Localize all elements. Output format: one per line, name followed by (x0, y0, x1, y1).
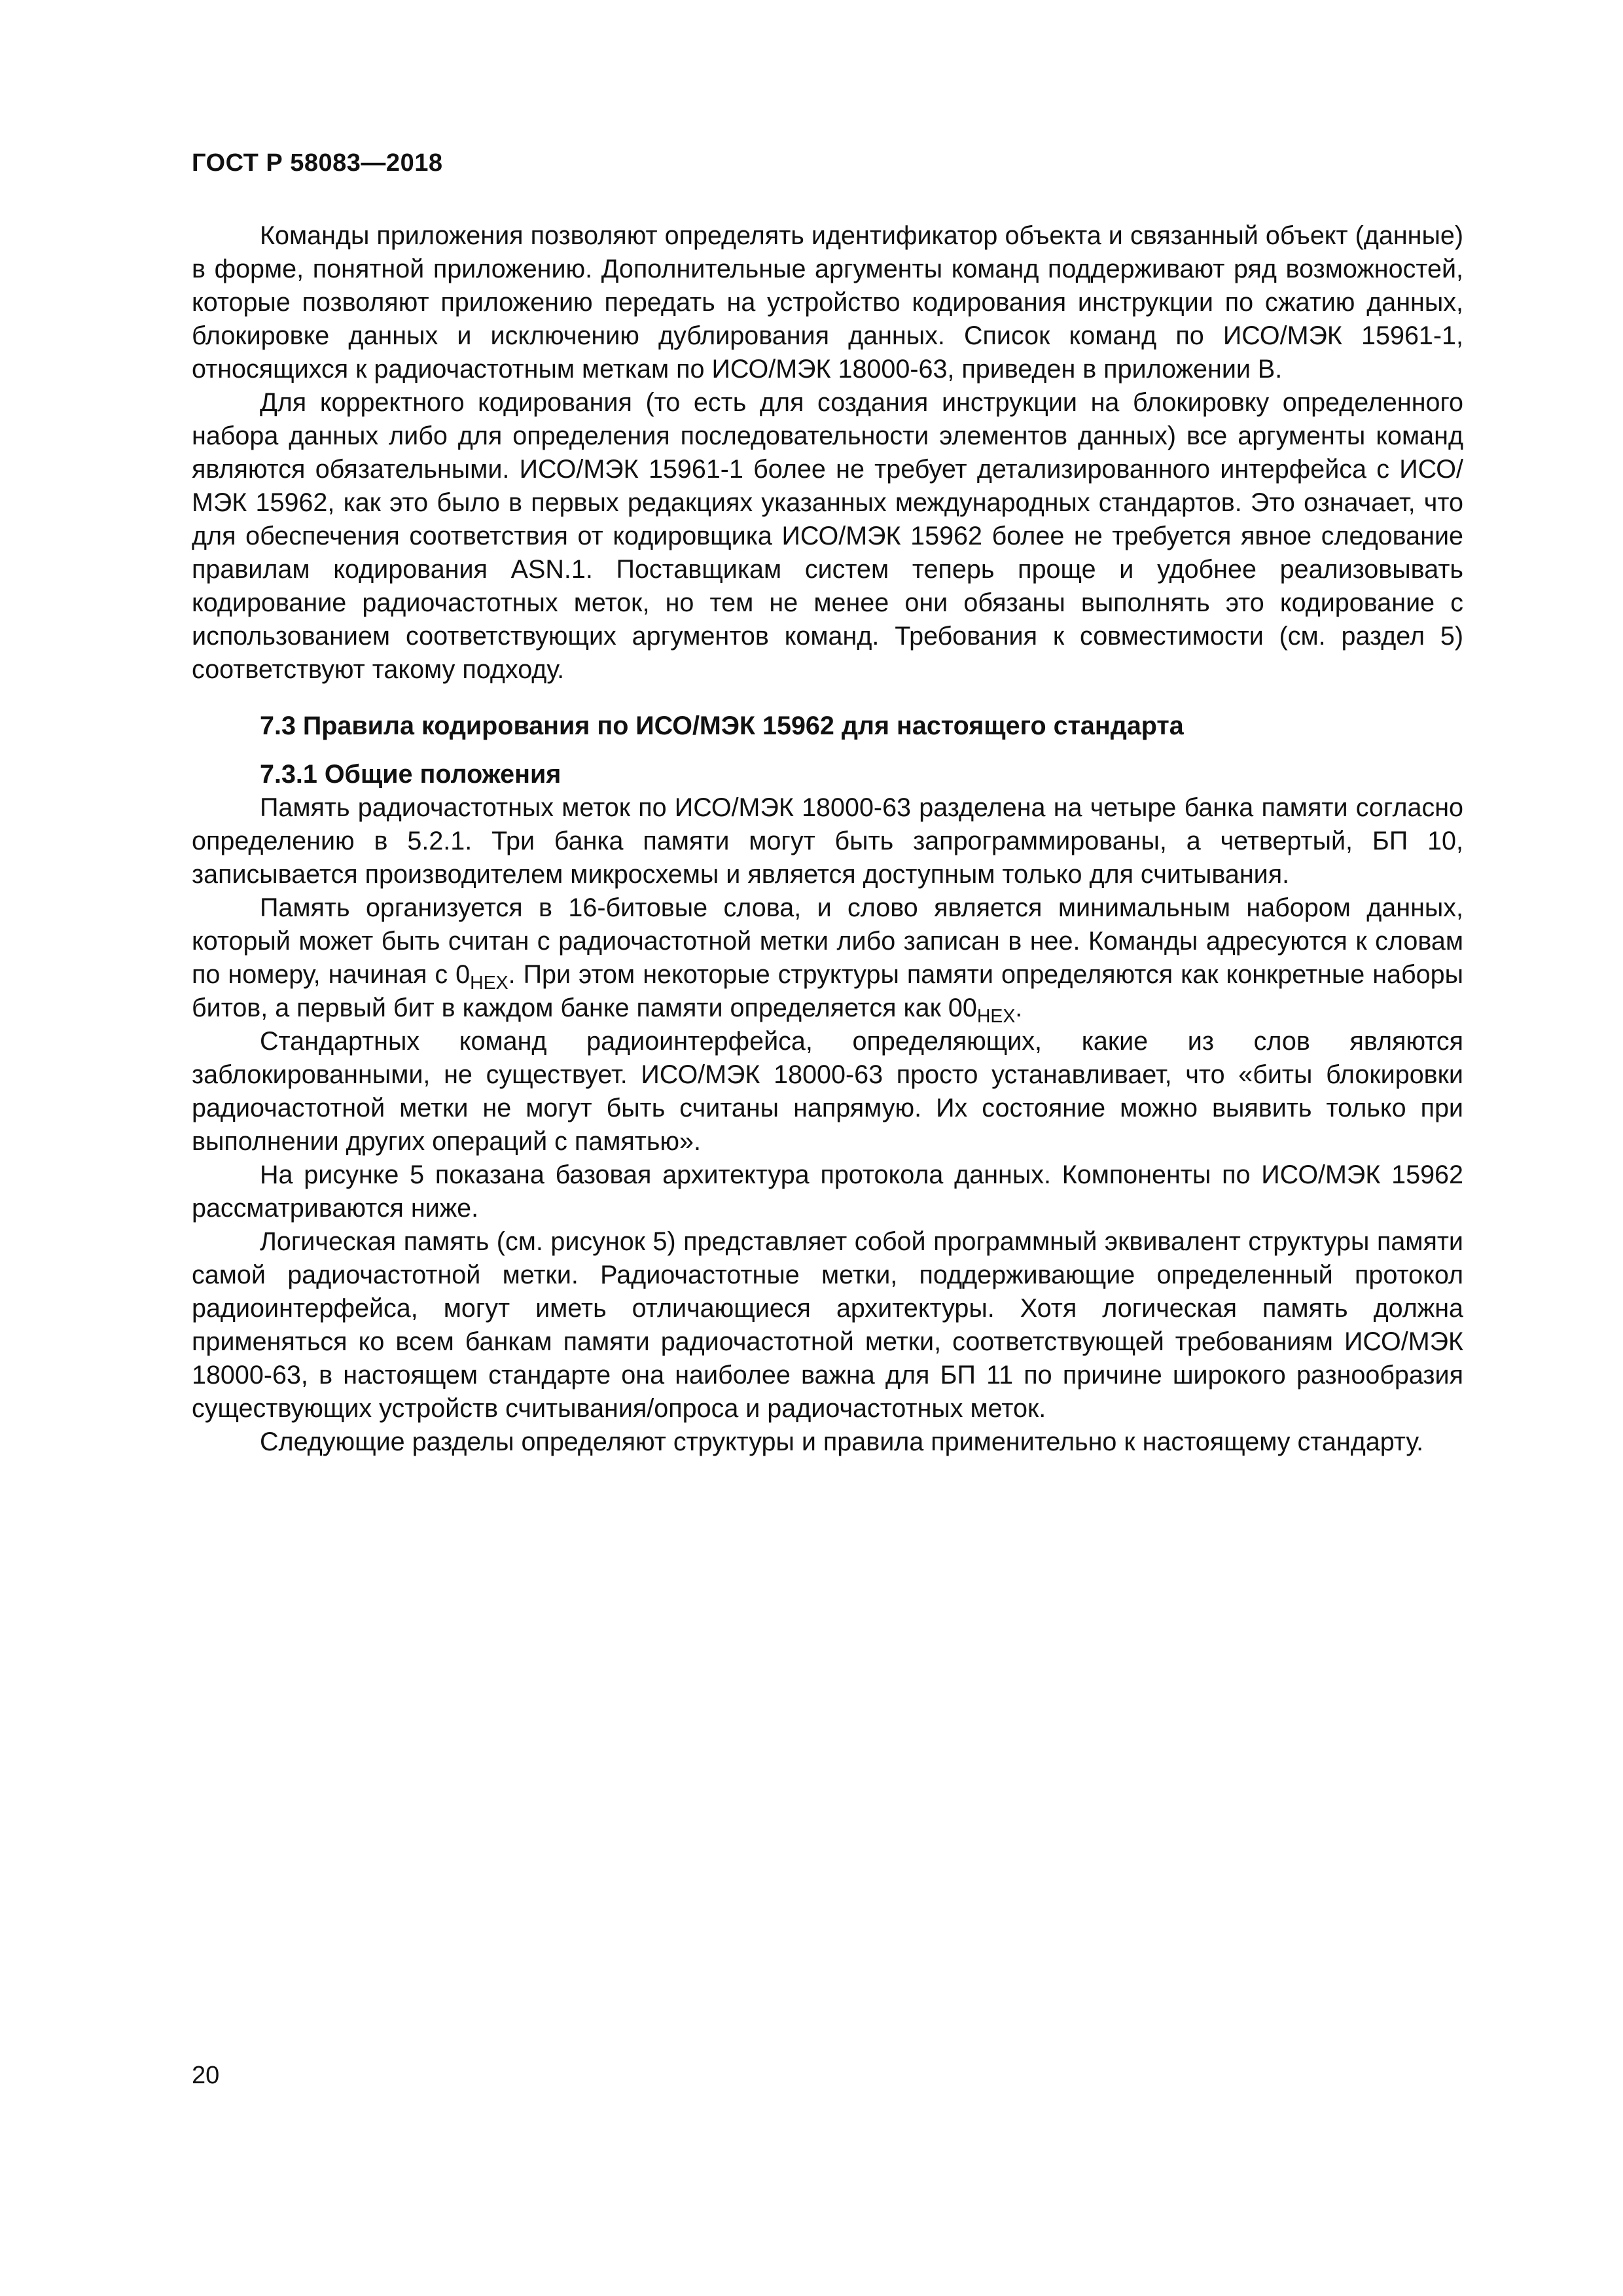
hex-subscript: HEX (470, 973, 508, 994)
page-number: 20 (192, 2062, 220, 2089)
section-heading: 7.3 Правила кодирования по ИСО/МЭК 15962 для настоящего стандарта (260, 711, 1184, 740)
paragraph-text: . (1015, 994, 1023, 1022)
paragraph-text: Память организуется в 16-битовые слова, и слово является минимальным набором данных, который может быть считан с радиочастотной метки либо записан в нее. Команды адресуются к словам по номеру, начиная с 0 (192, 893, 1463, 989)
section-paragraph-3: Стандартных команд радиоинтерфейса, определяющих, какие из слов являются заблокированными, не существует. ИСО/МЭК 18000-63 просто устанавливает, что «биты блокировки радиочастотной метки не могут быть считаны напрямую. Их состояние можно выявить только при выполнении других операций с памятью». (192, 1027, 1463, 1156)
section-paragraph-6: Следующие разделы определяют структуры и правила применительно к настоящему стандарту. (260, 1427, 1424, 1456)
document-standard-id: ГОСТ Р 58083—2018 (192, 149, 443, 177)
hex-subscript: HEX (976, 1006, 1016, 1028)
intro-paragraph-1: Команды приложения позволяют определять идентификатор объекта и связанный объект (данные) в форме, понятной приложению. Дополнительные аргументы команд поддерживают ряд возможностей, которые позволяют приложению передать на устройство кодирования инструкции по сжатию данных, блокировке данных и исключению дублирования данных. Список команд по ИСО/МЭК 15961-1, относящихся к радиочастотным меткам по ИСО/МЭК 18000-63, приведен в приложении В. (192, 221, 1463, 384)
page-body (192, 219, 1463, 1459)
paragraph-text: . При этом некоторые структуры памяти определяются как конкретные наборы битов, а первый бит в каждом банке памяти определяется как 00 (192, 960, 1463, 1022)
section-paragraph-4: На рисунке 5 показана базовая архитектура протокола данных. Компоненты по ИСО/МЭК 15962 рассматриваются ниже. (192, 1160, 1463, 1223)
section-paragraph-2 (192, 891, 1463, 1028)
section-paragraph-1: Память радиочастотных меток по ИСО/МЭК 18000-63 разделена на четыре банка памяти согласно определению в 5.2.1. Три банка памяти могут быть запрограммированы, а четвертый, БП 10, записывается производителем микросхемы и является доступным только для считывания. (192, 793, 1463, 889)
section-paragraph-5: Логическая память (см. рисунок 5) представляет собой программный эквивалент структуры памяти самой радиочастотной метки. Радиочастотные метки, поддерживающие определенный протокол радиоинтерфейса, могут иметь отличающиеся архитектуры. Хотя логическая память должна применяться ко всем банкам памяти радиочастотной метки, соответствующей требованиям ИСО/МЭК 18000-63, в настоящем стандарте она наиболее важна для БП 11 по причине широкого разнообразия существующих устройств считывания/опроса и радиочастотных меток. (192, 1227, 1463, 1423)
intro-paragraph-2: Для корректного кодирования (то есть для создания инструкции на блокировку определенного набора данных либо для определения последовательности элементов данных) все аргументы команд являются обязательными. ИСО/МЭК 15961-1 более не требует детализированного интерфейса с ИСО/МЭК 15962, как это было в первых редакциях указанных международных стандартов. Это означает, что для обеспечения соответствия от кодировщика ИСО/МЭК 15962 более не требуется явное следование правилам кодирования ASN.1. Поставщикам систем теперь проще и удобнее реализовывать кодирование радиочастотных меток, но тем не менее они обязаны выполнять это кодирование с использованием соответствующих аргументов команд. Требования к совместимости (см. раздел 5) соответствуют такому подходу. (192, 388, 1463, 684)
subsection-heading: 7.3.1 Общие положения (260, 760, 562, 789)
